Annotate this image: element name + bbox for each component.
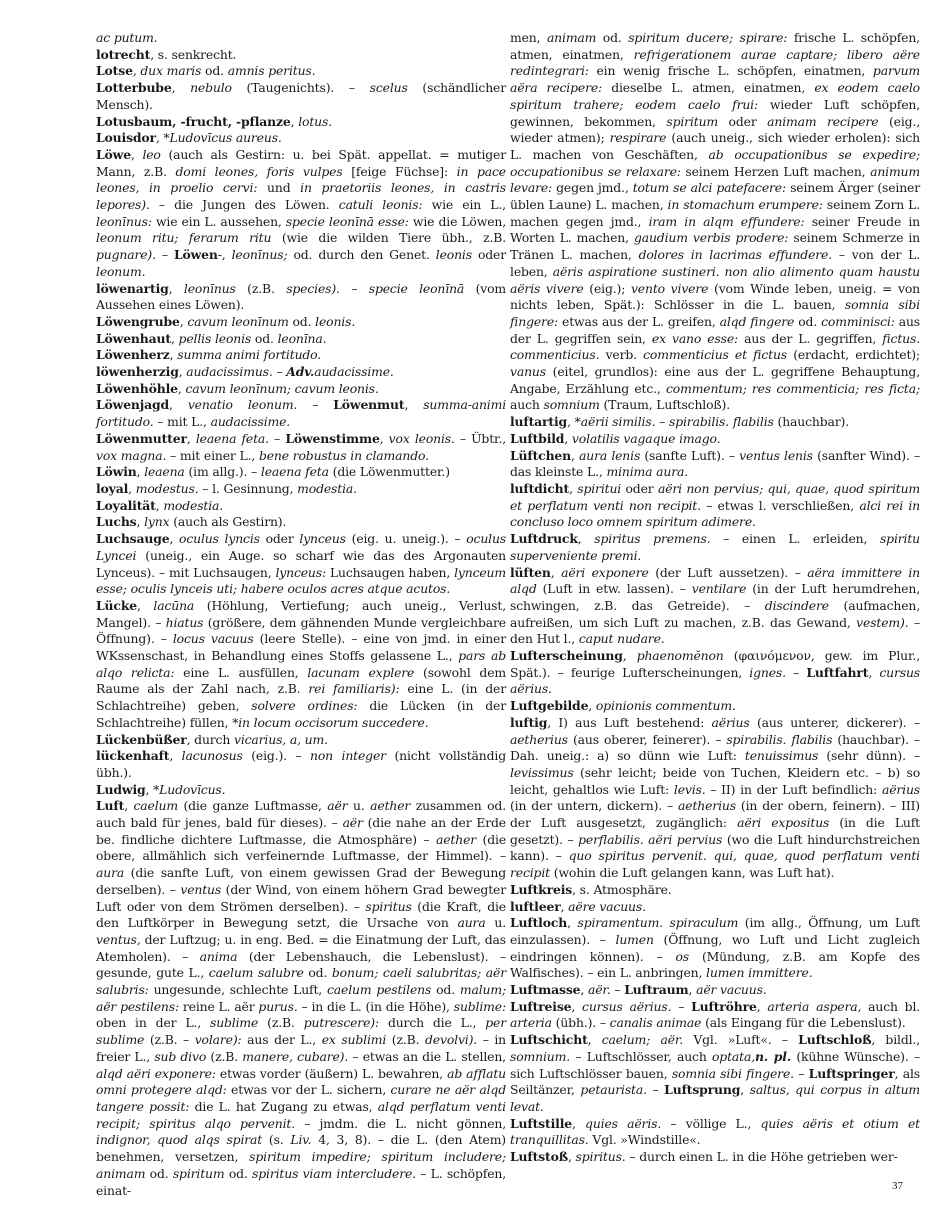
dictionary-entry: Luftstille, quies aëris. – völlige L., quies aëris et otium et tranquillitas. Vgl. »Windstille«. — [510, 1115, 920, 1148]
dictionary-entry: Löwe, leo (auch als Gestirn: u. bei Spät. appellat. = mutiger Mann, z.B. domi leones, foris vulpes [feige Füchse]: in pace leones, in proelio cervi: und in praetoriis leones, in castris lepores). – die Jungen des Löwen. catuli leonis: wie ein L., leonīnus: wie ein L. aussehen, specie leonīnā esse: wie die Löwen, leonum ritu; ferarum ritu (wie die wilden Tiere übh., z.B. pugnare). – Löwen-, leonīnus; od. durch den Genet. leonis oder leonum. — [96, 146, 507, 279]
dictionary-entry: Löwenjagd, venatio leonum. – Löwenmut, summa-animi fortitudo. – mit L., audacissime. — [96, 397, 507, 430]
dictionary-entry: Lufterscheinung, phaenomĕnon (φαινόμενον, gew. im Plur., Spät.). – feurige Lufterscheinungen, ignes. – Luftfahrt, cursus aërius. — [510, 648, 920, 697]
dictionary-entry: luftartig, *aërii similis. – spirabilis. flabilis (hauchbar). — [510, 414, 850, 430]
dictionary-entry: Lotse, dux maris od. amnis peritus. — [96, 63, 316, 79]
dictionary-entry: Löwengrube, cavum leonīnum od. leonis. — [96, 313, 356, 329]
dictionary-entry: Lüftchen, aura lenis (sanfte Luft). – ventus lenis (sanfter Wind). – das kleinste L., minima aura. — [510, 447, 921, 480]
dictionary-entry: Luftloch, spiramentum. spiraculum (im allg., Öffnung, um Luft einzulassen). – lumen (Öffnung, wo Luft und Licht zugleich eindringen können). – os (Mündung, z.B. am Kopfe des Walfisches). – ein L. anbringen, lumen immittere. — [510, 915, 920, 981]
dictionary-entry: lüften, aëri exponere (der Luft aussetzen). – aëra immittere in alqd (Luft in etw. lassen). – ventilare (in der Luft herumdrehen, schwingen, z.B. das Getreide). – discindere (aufmachen, aufreißen, um sich Luft zu machen, z.B. das Gewand, vestem). – den Hut l., caput nudare. — [510, 564, 921, 647]
dictionary-entry: Löwenhaut, pellis leonis od. leonīna. — [96, 330, 327, 346]
dictionary-entry: Luftstoß, spiritus. – durch einen L. in die Höhe getrieben wer- — [510, 1149, 898, 1165]
dictionary-entry: Löwenherz, summa animi fortitudo. — [96, 347, 322, 363]
dictionary-entry: Löwenhöhle, cavum leonīnum; cavum leonis. — [96, 380, 379, 396]
dictionary-entry: Löwin, leaena (im allg.). – leaena feta (die Löwenmutter.) — [96, 464, 450, 480]
left-column — [96, 30, 506, 1199]
dictionary-entry: Lückenbüßer, durch vicarius, a, um. — [96, 731, 328, 747]
dictionary-entry: lückenhaft, lacunosus (eig.). – non integer (nicht vollständig übh.). — [96, 748, 507, 780]
dictionary-entry: Luchsauge, oculus lyncis oder lynceus (eig. u. uneig.). – oculus Lyncei (uneig., ein Auge. so scharf wie das des Argonauten Lynceus). – mit Luchsaugen, lynceus: Luchsaugen haben, lynceum esse; oculis lynceis uti; habere oculos acres atque acutos. — [96, 531, 506, 597]
dictionary-entry: Lotusbaum, -frucht, -pflanze, lotus. — [96, 113, 332, 129]
dictionary-entry: Luchs, lynx (auch als Gestirn). — [96, 514, 287, 530]
dictionary-entry: Ludwig, *Ludovīcus. — [96, 781, 226, 797]
dictionary-entry: Luftdruck, spiritus premens. – einen L. erleiden, spiritu superveniente premi. — [510, 531, 921, 563]
dictionary-entry: Luftbild, volatilis vagaque imago. — [510, 430, 721, 446]
dictionary-entry: luftleer, aëre vacuus. — [510, 898, 646, 914]
dictionary-entry: löwenherzig, audacissimus. – Adv.audacissime. — [96, 364, 394, 380]
dictionary-entry: Luft, caelum (die ganze Luftmasse, aër u. aether zusammen od. auch bald für jenes, bald für dieses). – aër (die nahe an der Erde be. findliche dichtere Luftmasse, die Atmosphäre) – aether (die obere, allmählich sich verfeinernde Luftmasse, der Himmel). – aura (die sanfte Luft, von einem gewissen Grad der Bewegung derselben). – ventus (der Wind, von einem höhern Grad bewegter Luft oder von dem Strömen derselben). – spiritus (die Kraft, die den Luftkörper in Bewegung setzt, die Ursache von aura u. ventus, der Luftzug; u. in eng. Bed. = die Einatmung der Luft, das Atemholen). – anima (der Lebenshauch, die Lebenslust). – gesunde, gute L., caelum salubre od. bonum; caeli salubritas; aër salubris: ungesunde, schlechte Luft, caelum pestilens od. malum; aër pestilens: reine L. aër purus. – in die L. (in die Höhe), sublime: oben in der L., sublime (z.B. putrescere): durch die L., per sublime (z.B. – volare): aus der L., ex sublimi (z.B. devolvi). – in freier L., sub divo (z.B. manere, cubare). – etwas an die L. stellen, alqd aëri exponere: etwas vorder (äußern) L. bewahren, ab afflatu omni protegere alqd: etwas vor der L. sichern, curare ne aër alqd tangere possit: die L. hat Zugang zu etwas, alqd perflatum venti recipit; spiritus alqo pervenit. – jmdm. die L. nicht gönnen, indignor, quod alqs spirat (s. Liv. 4, 3, 8). – die L. (den Atem) benehmen, versetzen, spiritum impedire; spiritum includere; animam od. spiritum od. spiritus viam intercludere. – L. schöpfen, einat- — [96, 798, 507, 1198]
dictionary-entry: Löwenmutter, leaena feta. – Löwenstimme, vox leonis. – Übtr., vox magna. – mit einer L., bene robustus in clamando. — [96, 430, 507, 463]
dictionary-entry: löwenartig, leonīnus (z.B. species). – specie leonīnā (vom Aussehen eines Löwen). — [96, 280, 507, 313]
dictionary-entry: Luftkreis, s. Atmosphäre. — [510, 881, 672, 897]
dictionary-entry: ac putum. — [96, 30, 158, 45]
dictionary-entry: loyal, modestus. – l. Gesinnung, modestia. — [96, 480, 357, 496]
dictionary-entry: luftdicht, spiritui oder aëri non pervius; qui, quae, quod spiritum et perflatum venti non recipit. – etwas l. verschließen, alci rei in concluso loco omnem spiritum adimere. — [510, 480, 921, 530]
dictionary-entry: Louisdor, *Ludovīcus aureus. — [96, 130, 282, 146]
page-number: 37 — [892, 1180, 903, 1192]
dictionary-entry: men, animam od. spiritum ducere; spirare: frische L. schöpfen, atmen, einatmen, refrigerationem aurae captare; libero aëre redintegrari: ein wenig frische L. schöpfen, einatmen, parvum aëra recipere: dieselbe L. atmen, einatmen, ex eodem caelo spiritum trahere; eodem caelo frui: wieder Luft schöpfen, gewinnen, bekommen, spiritum oder animam recipere (eig., wieder atmen); respirare (auch uneig., sich wieder erholen): sich L. machen von Geschäften, ab occupationibus se expedire; occupationibus se relaxare: seinem Herzen Luft machen, animum levare: gegen jmd., totum se alci patefacere: seinem Ärger (seiner üblen Laune) L. machen, in stomachum erumpere: seinem Zorn L. machen gegen jmd., iram in alqm effundere: seiner Freude in Worten L. machen, gaudium verbis prodere: seinem Schmerze in Tränen L. machen, dolores in lacrimas effundere. – von der L. leben, aëris aspiratione sustineri. non alio alimento quam haustu aëris vivere (eig.); vento vivere (vom Winde leben, uneig. = von nichts leben, Spät.): Schlösser in die L. bauen, somnia sibi fingere: etwas aus der L. greifen, alqd fingere od. comminisci: aus der L. gegriffen sein, ex vano esse: aus der L. gegriffen, fictus. commenticius. verb. commenticius et fictus (erdacht, erdichtet); vanus (eitel, grundlos): eine aus der L. gegriffene Behauptung, Angabe, Erzählung etc., commentum; res commenticia; res ficta; auch somnium (Traum, Luftschloß). — [510, 30, 921, 413]
dictionary-entry: Luftmasse, aër. – Luftraum, aër vacuus. — [510, 982, 767, 998]
dictionary-entry: Luftreise, cursus aërius. – Luftröhre, arteria aspera, auch bl. arteria (übh.). – canalis animae (als Eingang für die Lebenslust). — [510, 998, 921, 1031]
dictionary-entry: Luftschicht, caelum; aër. Vgl. »Luft«. – Luftschloß, bildl., somnium. – Luftschlösser, auch optata,n. pl. (kühne Wünsche). – sich Luftschlösser bauen, somnia sibi fingere. – Luftspringer, als Seiltänzer, petaurista. – Luftsprung, saltus, qui corpus in altum levat. — [510, 1032, 921, 1114]
dictionary-entry: luftig, I) aus Luft bestehend: aërius (aus unterer, dickerer). – aetherius (aus oberer, feinerer). – spirabilis. flabilis (hauchbar). – Dah. uneig.: a) so dünn wie Luft: tenuissimus (sehr dünn). – levissimus (sehr leicht; beide von Tuchen, Kleidern etc. – b) so leicht, gehaltlos wie Luft: levis. – II) in der Luft befindlich: aërius (in der untern, dickern). – aetherius (in der obern, feinern). – III) der Luft ausgesetzt, zugänglich: aëri expositus (in die Luft gesetzt). – perflabilis. aëri pervius (wo die Luft hindurchstreichen kann). – quo spiritus pervenit. qui, quae, quod perflatum venti recipit (wohin die Luft gelangen kann, was Luft hat). — [510, 714, 920, 881]
right-column — [510, 30, 920, 1166]
dictionary-entry: Loyalität, modestia. — [96, 497, 224, 513]
dictionary-entry: Luftgebilde, opinionis commentum. — [510, 698, 736, 714]
dictionary-entry: lotrecht, s. senkrecht. — [96, 46, 237, 62]
dictionary-entry: Lotterbube, nebulo (Taugenichts). – scelus (schändlicher Mensch). — [96, 80, 506, 112]
dictionary-entry: Lücke, lacūna (Höhlung, Vertiefung; auch uneig., Verlust, Mangel). – hiatus (größere, dem gähnenden Munde vergleichbare Öffnung). – locus vacuus (leere Stelle). – eine von jmd. in einer WKssenschast, in Behandlung eines Stoffs gelassene L., pars ab alqo relicta: eine L. ausfüllen, lacunam explere (sowohl dem Raume als der Zahl nach, z.B. rei familiaris): eine L. (in der Schlachtreihe) geben, solvere ordines: die Lücken (in der Schlachtreihe) füllen, *in locum occisorum succedere. — [96, 597, 506, 730]
